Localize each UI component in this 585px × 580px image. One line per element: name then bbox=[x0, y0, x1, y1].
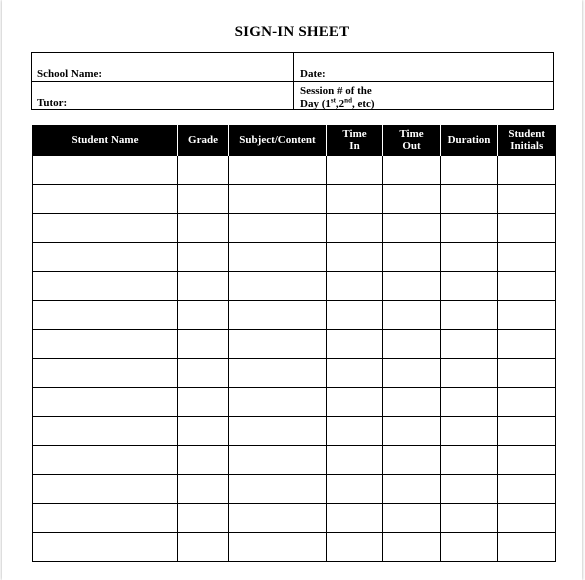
table-cell[interactable] bbox=[178, 185, 229, 214]
table-cell[interactable] bbox=[178, 156, 229, 185]
header-duration: Duration bbox=[441, 125, 498, 156]
table-cell[interactable] bbox=[441, 301, 498, 330]
table-row bbox=[33, 533, 556, 562]
table-cell[interactable] bbox=[383, 388, 441, 417]
table-cell[interactable] bbox=[33, 533, 178, 562]
table-cell[interactable] bbox=[327, 243, 383, 272]
date-label: Date: bbox=[300, 68, 326, 80]
table-cell[interactable] bbox=[229, 214, 327, 243]
table-cell[interactable] bbox=[33, 504, 178, 533]
table-cell[interactable] bbox=[178, 533, 229, 562]
table-cell[interactable] bbox=[229, 301, 327, 330]
page-title: SIGN-IN SHEET bbox=[234, 24, 350, 40]
table-cell[interactable] bbox=[498, 214, 556, 243]
table-cell[interactable] bbox=[441, 504, 498, 533]
table-cell[interactable] bbox=[441, 388, 498, 417]
table-cell[interactable] bbox=[33, 359, 178, 388]
table-cell[interactable] bbox=[33, 388, 178, 417]
session-label-suffix: , etc) bbox=[351, 98, 375, 110]
session-label-sup1: st bbox=[330, 96, 336, 105]
table-cell[interactable] bbox=[229, 446, 327, 475]
header-time-out: Time Out bbox=[383, 125, 441, 156]
table-cell[interactable] bbox=[327, 417, 383, 446]
table-cell[interactable] bbox=[33, 156, 178, 185]
sign-in-table bbox=[32, 125, 556, 562]
table-cell[interactable] bbox=[327, 156, 383, 185]
table-cell[interactable] bbox=[441, 330, 498, 359]
table-cell[interactable] bbox=[441, 272, 498, 301]
table-cell[interactable] bbox=[441, 156, 498, 185]
table-cell[interactable] bbox=[383, 301, 441, 330]
table-header-row bbox=[33, 125, 556, 156]
table-cell[interactable] bbox=[178, 301, 229, 330]
table-cell[interactable] bbox=[33, 330, 178, 359]
table-cell[interactable] bbox=[441, 533, 498, 562]
table-cell[interactable] bbox=[229, 185, 327, 214]
table-cell[interactable] bbox=[178, 388, 229, 417]
table-cell[interactable] bbox=[441, 446, 498, 475]
table-cell[interactable] bbox=[383, 214, 441, 243]
table-cell[interactable] bbox=[498, 533, 556, 562]
table-cell[interactable] bbox=[327, 272, 383, 301]
table-cell[interactable] bbox=[229, 243, 327, 272]
table-cell[interactable] bbox=[178, 475, 229, 504]
table-cell[interactable] bbox=[498, 388, 556, 417]
table-row bbox=[33, 388, 556, 417]
table-cell[interactable] bbox=[229, 359, 327, 388]
table-cell[interactable] bbox=[383, 533, 441, 562]
session-label-sup2: nd bbox=[344, 96, 352, 105]
table-row bbox=[33, 504, 556, 533]
table-row bbox=[33, 359, 556, 388]
table-cell[interactable] bbox=[229, 533, 327, 562]
table-cell[interactable] bbox=[229, 417, 327, 446]
header-student-name: Student Name bbox=[33, 125, 178, 156]
table-cell[interactable] bbox=[441, 214, 498, 243]
table-cell[interactable] bbox=[441, 359, 498, 388]
table-cell[interactable] bbox=[383, 475, 441, 504]
table-cell[interactable] bbox=[33, 185, 178, 214]
table-cell[interactable] bbox=[33, 301, 178, 330]
tutor-label: Tutor: bbox=[37, 97, 68, 109]
table-cell[interactable] bbox=[383, 272, 441, 301]
table-cell[interactable] bbox=[178, 214, 229, 243]
table-cell[interactable] bbox=[229, 272, 327, 301]
table-cell[interactable] bbox=[178, 446, 229, 475]
table-cell[interactable] bbox=[327, 359, 383, 388]
table-row bbox=[33, 475, 556, 504]
table-cell[interactable] bbox=[441, 417, 498, 446]
header-subject-content: Subject/Content bbox=[229, 125, 327, 156]
table-cell[interactable] bbox=[327, 475, 383, 504]
table-cell[interactable] bbox=[383, 243, 441, 272]
table-cell[interactable] bbox=[229, 475, 327, 504]
table-cell[interactable] bbox=[441, 185, 498, 214]
table-cell[interactable] bbox=[327, 301, 383, 330]
table-cell[interactable] bbox=[327, 330, 383, 359]
header-student-initials: Student Initials bbox=[498, 125, 556, 156]
table-row bbox=[33, 185, 556, 214]
table-cell[interactable] bbox=[33, 272, 178, 301]
header-grade: Grade bbox=[178, 125, 229, 156]
table-cell[interactable] bbox=[33, 214, 178, 243]
table-row bbox=[33, 301, 556, 330]
table-cell[interactable] bbox=[498, 301, 556, 330]
table-cell[interactable] bbox=[178, 272, 229, 301]
table-cell[interactable] bbox=[498, 156, 556, 185]
table-body bbox=[33, 156, 556, 562]
table-cell[interactable] bbox=[383, 330, 441, 359]
table-row bbox=[33, 243, 556, 272]
table-cell[interactable] bbox=[441, 475, 498, 504]
table-cell[interactable] bbox=[498, 185, 556, 214]
table-cell[interactable] bbox=[498, 330, 556, 359]
table-cell[interactable] bbox=[498, 359, 556, 388]
table-row bbox=[33, 214, 556, 243]
table-cell[interactable] bbox=[383, 359, 441, 388]
table-row bbox=[33, 272, 556, 301]
table-cell[interactable] bbox=[383, 504, 441, 533]
table-cell[interactable] bbox=[498, 504, 556, 533]
table-cell[interactable] bbox=[327, 388, 383, 417]
table-cell[interactable] bbox=[33, 475, 178, 504]
session-label-line1: Session # of the bbox=[300, 85, 372, 97]
table-cell[interactable] bbox=[383, 417, 441, 446]
info-box bbox=[31, 52, 554, 110]
table-cell[interactable] bbox=[33, 417, 178, 446]
table-row bbox=[33, 330, 556, 359]
table-cell[interactable] bbox=[498, 272, 556, 301]
table-cell[interactable] bbox=[383, 185, 441, 214]
table-cell[interactable] bbox=[178, 359, 229, 388]
info-divider-horizontal bbox=[32, 81, 553, 82]
table-cell[interactable] bbox=[229, 156, 327, 185]
table-cell[interactable] bbox=[498, 475, 556, 504]
table-cell[interactable] bbox=[229, 504, 327, 533]
table-cell[interactable] bbox=[498, 417, 556, 446]
table-cell[interactable] bbox=[327, 185, 383, 214]
table-cell[interactable] bbox=[229, 330, 327, 359]
table-cell[interactable] bbox=[178, 243, 229, 272]
table-cell[interactable] bbox=[178, 417, 229, 446]
table-cell[interactable] bbox=[178, 504, 229, 533]
table-cell[interactable] bbox=[327, 446, 383, 475]
table-row bbox=[33, 156, 556, 185]
table-row bbox=[33, 417, 556, 446]
table-cell[interactable] bbox=[229, 388, 327, 417]
document-page bbox=[2, 0, 582, 580]
table-cell[interactable] bbox=[327, 533, 383, 562]
header-time-in: Time In bbox=[327, 125, 383, 156]
table-cell[interactable] bbox=[33, 243, 178, 272]
school-name-label: School Name: bbox=[37, 68, 103, 80]
table-cell[interactable] bbox=[383, 446, 441, 475]
session-label-prefix: Day (1 bbox=[300, 98, 331, 110]
table-cell[interactable] bbox=[33, 446, 178, 475]
table-cell[interactable] bbox=[441, 243, 498, 272]
table-cell[interactable] bbox=[498, 446, 556, 475]
table-cell[interactable] bbox=[383, 156, 441, 185]
table-cell[interactable] bbox=[178, 330, 229, 359]
table-cell[interactable] bbox=[498, 243, 556, 272]
table-cell[interactable] bbox=[327, 504, 383, 533]
table-cell[interactable] bbox=[327, 214, 383, 243]
table-row bbox=[33, 446, 556, 475]
session-label-mid: ,2 bbox=[335, 98, 345, 110]
session-label bbox=[300, 85, 375, 111]
